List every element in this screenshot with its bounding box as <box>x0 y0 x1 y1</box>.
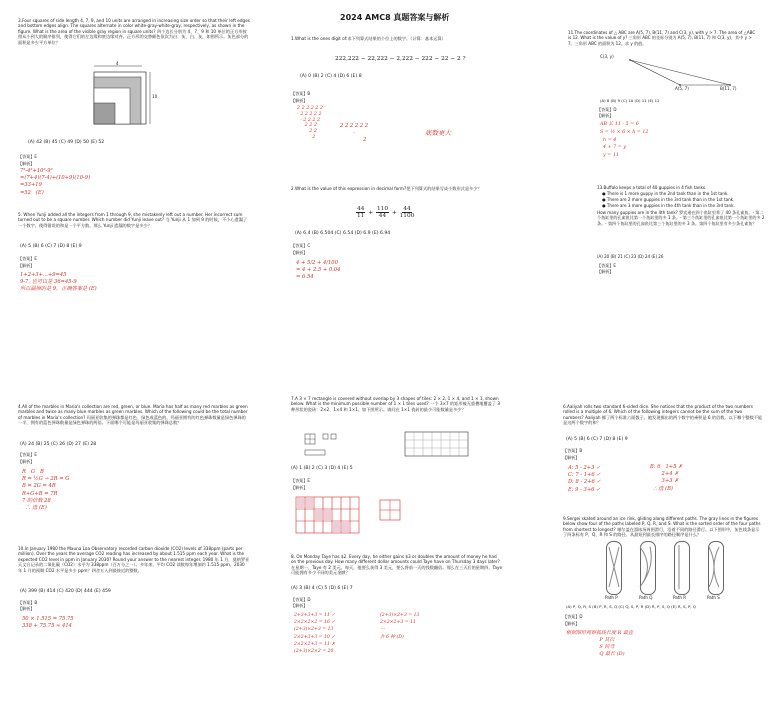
q10-answer <box>18 600 37 605</box>
path-p-label: Path P <box>605 595 618 600</box>
answer-label: 【答案】 <box>597 263 614 268</box>
q9-analysis-label: 【解析】 <box>563 621 580 626</box>
q3-answer <box>18 154 37 159</box>
answer-label: 【答案】 <box>291 91 308 96</box>
q2-frac-3: $\frac{44}{1100}$ <box>399 206 415 219</box>
q11-answer-value: D <box>613 107 617 112</box>
answer-label: 【答案】 <box>18 154 35 159</box>
answer-label: 【答案】 <box>563 448 580 453</box>
answer-label: 【答案】 <box>291 243 308 248</box>
answer-label: 【答案】 <box>597 107 614 112</box>
path-q-label: Path Q <box>639 595 653 600</box>
q6-handwritten-right: B: 6 1+5 ✗ 2+4 ✗ 3+3 ✗ ∴ 选 (B) <box>650 464 683 492</box>
q7-answer-value: E <box>307 478 310 483</box>
q13-analysis-label: 【解析】 <box>597 269 614 274</box>
q2-answer <box>291 243 310 248</box>
q9-handwritten: 根据图形观察弧线长度 R 最直 P 其次 S 较弯 Q 最长 (D) <box>566 630 633 657</box>
q3-right-dim: 10 <box>152 94 158 99</box>
q1-choices: (A) 0 (B) 2 (C) 4 (D) 6 (E) 8 <box>300 74 362 79</box>
q1-text: 1.What is the ones digit of:求下列算式结果的个位上的数字。（计算：基本运算） <box>291 36 446 41</box>
q11-choices: (A) 8 (B) 9 (C) 10 (D) 11 (E) 12 <box>600 98 660 103</box>
q2-choices: (A) 6.4 (B) 6.504 (C) 6.54 (D) 6.9 (E) 6.94 <box>295 231 391 236</box>
q8-analysis-label: 【解析】 <box>291 603 308 608</box>
q6-handwritten: A: 5 - 2+3 ✓ C: 7 - 1+6 ✓ D: 8 - 2+6 ✓ E: 9 - 3+6 ✓ <box>568 465 601 493</box>
q2-frac-2: $\frac{110}{44}$ <box>376 206 389 219</box>
q11-point-c: C(3, y) <box>600 54 614 59</box>
answer-label: 【答案】 <box>18 256 35 261</box>
q9-choices: (A) P, Q, R, S (B) P, R, S, Q (C) Q, S, P, R (D) R, P, S, Q (E) R, S, P, Q <box>566 604 696 609</box>
q1-analysis-label: 【解析】 <box>291 98 308 103</box>
q7-tile-shapes <box>305 430 395 460</box>
tile-1x1 <box>323 434 328 439</box>
answer-label: 【答案】 <box>563 614 580 619</box>
q4-handwritten: R G B R = ½G → 2R = G B = 2G = 4R R+G+B = 7R 7 的倍数 28 ∴ 选 (E) <box>22 469 70 512</box>
q1-answer-value: B <box>307 91 311 96</box>
q10-answer-value: B <box>34 600 38 605</box>
path-p <box>609 547 619 587</box>
q5-text: 5. When Yunji added all the integers from 1 through 9, she mistakenly left out a number. Her incorrect sum turned out to be a square number. Which number did Yunji leave out? 当 Yunji 从 1 加到 9 的时候，不小心遗漏了一个数字。使得错误的和是一个平方数。那么 Yunji 遗漏的数字是多少？ <box>18 212 248 228</box>
q4-answer <box>18 452 37 457</box>
q5-analysis-label: 【解析】 <box>18 263 35 268</box>
q2-frac-1: $\frac{44}{11}$ <box>357 206 365 219</box>
q3-choices: (A) 42 (B) 45 (C) 49 (D) 50 (E) 52 <box>28 140 105 145</box>
q3-answer-value: E <box>34 154 37 159</box>
q3-squares-diagram <box>84 60 154 140</box>
q11-analysis-label: 【解析】 <box>597 113 614 118</box>
q1-handwritten-right: 2 2 2 2 2 2 · 2 <box>340 123 369 144</box>
q9-answer-value: D <box>579 614 583 619</box>
square-4 <box>94 103 115 124</box>
q4-answer-value: E <box>34 452 37 457</box>
q7-handwritten-tiling <box>296 497 376 539</box>
q6-choices: (A) 5 (B) 6 (C) 7 (D) 8 (E) 9 <box>566 437 628 442</box>
q6-text: 6.Aaliyah rolls two standard 6-sided dice. She notices that the product of the two numbers rolled is a multiple of 6. Which of the following integers cannot be the sum of the two numbers? Aaliyah 掷了两个标准六面骰子。她发现掷出的两个数字的乘积是 6 的倍数。以下哪个整数不能是这两个数字的和？ <box>563 404 763 426</box>
path-s-label: Path S <box>707 595 720 600</box>
q6-analysis-label: 【解析】 <box>563 455 580 460</box>
q8-text: 8. On Monday Taye has $2. Every day, he either gains $3 or doubles the amount of money he had on the previous day. How many different dollar amounts could Taye have on Thursday 3 days later? 在星期一，Taye 有 2 美元。每天，他要么获得 3 美元，要么将前一天的钱数翻倍。那么在三天后的星期四，Taye 可能拥有多少不同的美元金额？ <box>291 554 503 576</box>
q13-extra: How many guppies are in the 4th tank? 罗宾逊在四个鱼缸里养了 40 条孔雀鱼。- 第二个鱼缸里的孔雀鱼比第一个鱼缸里的多 1 条。- 第三个鱼缸里的孔雀鱼比第一个鱼缸里的多 2 条。- 第四个鱼缸里的孔雀鱼比第三个鱼缸里的多 3 条。第四个鱼缸里有多少条孔雀鱼？ <box>597 210 765 226</box>
q13-bullet-1: ● There is 1 more guppy in the 2nd tank than in the 1st tank. <box>602 191 729 196</box>
q9-text: 9.Sergei skated around an ice rink, gliding along different paths. The gray lines in the figures below show four of the paths labeled P, Q, R, and S. What is the sorted order of the four paths from shortest to longest? 谢尔盖在溜冰场周围滑行，沿着不同的路径滑行。以下图形中，灰色线条显示了四条标有 P、Q、R 和 S 的路径。从最短到最长排序的路径顺序是什么？ <box>563 516 761 538</box>
q1-handwritten: 2 2 2 2 2 2 - 2 2 2 2 2 - 2 2 2 2 2 2 2 2 2 2 <box>297 106 323 140</box>
q7-handwritten-check <box>380 500 410 530</box>
q8-handwritten: 2+3+3+3 = 11 ✓ 2×2×2×2 = 16 ✓ (2+3)×2+3 = 13 2×2+3+3 = 10 ✓ 2×2×2+3 = 11 ✗ (2+3)×2×2 = 20 <box>294 613 336 655</box>
q3-analysis-label: 【解析】 <box>18 161 35 166</box>
q10-choices: (A) 399 (B) 414 (C) 420 (D) 444 (E) 459 <box>20 589 111 594</box>
q13-choices: (A) 20 (B) 21 (C) 23 (D) 24 (E) 26 <box>597 254 664 259</box>
answer-label: 【答案】 <box>18 452 35 457</box>
q13-bullet-2: ● There are 2 more guppies in the 3rd tank than in the 1st tank. <box>602 197 735 202</box>
q2-analysis-label: 【解析】 <box>291 250 308 255</box>
tile-1x4 <box>305 450 325 455</box>
q8-answer <box>291 597 311 602</box>
answer-label: 【答案】 <box>291 597 308 602</box>
q11-point-b: B(11, 7) <box>720 86 737 91</box>
q10-text: 10.In January 1980 the Mauna Loa Observatory recorded carbon dioxide (CO2) levels of 338ppm (parts per million). Over the years the average CO2 reading has increased by about 1.515 ppm each year. What is the expected CO2 level in ppm in January 2030? Round your answer to the nearest integer. 1980 年 1 月，莫纳罗亚天文台记录的二氧化碳（CO2）水平为 338ppm（百万分之一）。多年来，平均 CO2 读数每年增加约 1.515 ppm。2030 年 1 月的预期 CO2 水平是多少 ppm？四舍五入到最接近的整数。 <box>18 546 250 573</box>
q13-answer-value: E <box>613 263 616 268</box>
q4-analysis-label: 【解析】 <box>18 459 35 464</box>
q2-text: 2.What is the value of this expression in decimal form?把下列算式的结果写成小数形式是多少？ <box>291 186 482 191</box>
q2-handwritten: 4 + 5/2 + 4/100 = 4 + 2.5 + 0.04 = 6.54 <box>296 260 341 281</box>
q3-top-dim: 4 <box>116 61 119 66</box>
q9-answer <box>563 614 583 619</box>
q4-text: 4.All of the marbles in Maria's collection are red, green, or blue. Maria has half as many red marbles as green marbles and twice as many blue marbles as green marbles. Which of the following could be the total number of marbles in Maria's collection? 玛丽亚收集的弹珠都是红色、绿色或蓝色的。玛丽亚拥有的红色弹珠数量是绿色弹珠的一半，拥有的蓝色弹珠数量是绿色弹珠的两倍。下面哪个可能是玛丽亚收集的弹珠总数？ <box>18 404 248 426</box>
q8-answer-value: D <box>307 597 311 602</box>
q1-answer <box>291 91 310 96</box>
page-title: 2024 AMC8 真题答案与解析 <box>340 13 450 22</box>
q5-answer <box>18 256 37 261</box>
q10-handwritten: 50 × 1.515 = 75.75 338 + 75.75 ≈ 414 <box>22 616 74 630</box>
q13-answer <box>597 263 616 268</box>
q5-answer-value: E <box>34 256 37 261</box>
q2-expression: $\frac{44}{11}$ + $\frac{110}{44}$ + $\frac{44}{1100}$ <box>357 206 415 219</box>
path-s <box>709 547 719 587</box>
q4-choices: (A) 24 (B) 25 (C) 26 (D) 27 (E) 28 <box>20 442 97 447</box>
q1-expression: 222,222 − 22,222 − 2,222 − 222 − 22 − 2 ? <box>335 56 466 62</box>
q11-handwritten: AB 长 11 - 5 = 6 S = ½ × 6 × h = 12 h = 4 4 + 7 = y y = 11 <box>600 122 649 159</box>
q13-bullet-3: ● There are 3 more guppies in the 4th tank than in the 3rd tank. <box>602 203 735 208</box>
q3-handwritten: 7²-4²+10²-9² =(7+4)(7-4)+(10+9)(10-9) =33+19 =52 (E) <box>20 168 91 196</box>
answer-label: 【答案】 <box>18 600 35 605</box>
q8-choices: (A) 3 (B) 4 (C) 5 (D) 6 (E) 7 <box>291 586 353 591</box>
q6-answer-value: B <box>579 448 583 453</box>
q7-text: 7.A 3 × 7 rectangle is covered without overlap by 3 shapes of tiles: 2 × 2, 1 × 4, and 1 × 1, shown below. What is the minimum possible number of 1 × 1 tiles used? 一个 3×7 的矩形被无重叠地覆盖了 3 种形状的瓷砖：2×2、1×4 和 1×1。如下图所示。请问在 1×1 瓷砖的最少可能数量是多少？ <box>291 396 501 412</box>
q5-choices: (A) 5 (B) 6 (C) 7 (D) 8 (E) 9 <box>20 244 82 249</box>
q7-choices: (A) 1 (B) 2 (C) 3 (D) 4 (E) 5 <box>291 466 353 471</box>
answer-label: 【答案】 <box>291 478 308 483</box>
q11-point-a: A(5, 7) <box>675 86 689 91</box>
q2-answer-value: C <box>307 243 311 248</box>
q10-analysis-label: 【解析】 <box>18 606 35 611</box>
q13-text: 13.Buffalo keeps a total of 40 guppies in 4 fish tanks. <box>597 185 707 190</box>
q7-analysis-label: 【解析】 <box>291 485 308 490</box>
q1-handwritten-note: 底数更大 <box>425 129 451 137</box>
path-q <box>640 547 651 587</box>
q5-handwritten: 1+2+3+...+9=45 9-7, 也可以是 36=45-9 所以漏掉的是 9，正确答案是 (E) <box>20 272 97 293</box>
q7-rectangle-grid <box>405 432 475 458</box>
path-r-label: Path R <box>673 595 687 600</box>
q7-answer <box>291 478 310 483</box>
q8-handwritten-right: (2+3)×2+3 = 13 2×2×2+3 = 11 ⋯ 共 6 种 (D) <box>380 613 420 640</box>
q9-paths-svg <box>604 541 734 597</box>
q11-text: 11.The coordinates of △ ABC are A(5, 7), B(11, 7) and C(3, y), with y > 7. The area of △ABC is 12. What is the value of y? 三角形 ABC 的坐标分别为 A(5, 7), B(11, 7) 和 C(3, y)，其中 y > 7。三角形 ABC 的面积为 12。求 y 的值。 <box>568 30 756 46</box>
q6-answer <box>563 448 582 453</box>
q11-answer <box>597 107 617 112</box>
q3-text: 3.Four squares of side length 4, 7, 9, and 10 units are arranged in increasing size order so that their left edges and bottom edges align. The squares alternate in color white-gray-white-gray, respectively, as shown in the figure. What is the area of the visible gray region in square units? 四个边长分别为 4、7、9 和 10 单位的正方形按照从小到大的顺序排列，使得它们的左边缘和底边缘对齐。正方形的交替颜色依次为白、灰、白、灰，如图所示。灰色部分的面积是多少平方单位？ <box>18 18 250 45</box>
